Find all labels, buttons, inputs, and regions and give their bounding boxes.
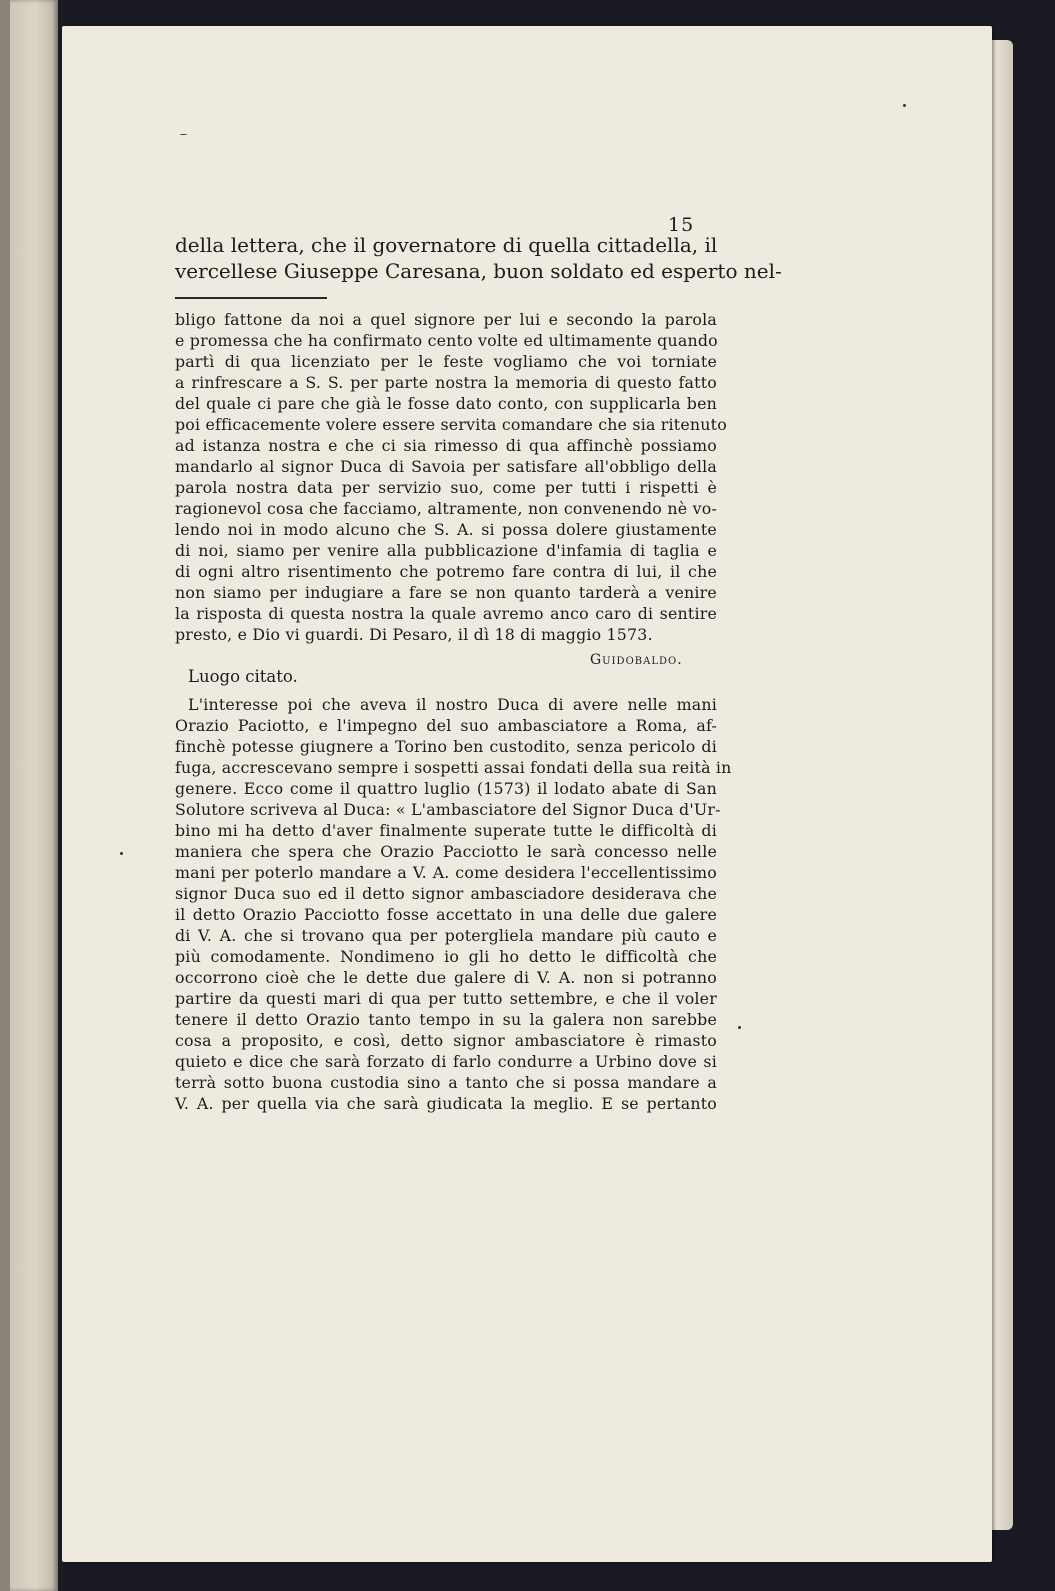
paragraph-line: bino mi ha detto d'aver finalmente superate tutte le difficoltà di [175,821,717,840]
paragraph-line: finchè potesse giugnere a Torino ben custodito, senza pericolo di [175,737,717,756]
body-line: vercellese Giuseppe Caresana, buon soldato ed esperto nel- [175,259,782,283]
paragraph-line: occorrono cioè che le dette due galere di V. A. non si potranno [175,968,717,987]
paragraph-line: terrà sotto buona custodia sino a tanto che si possa mandare a [175,1073,717,1092]
footnote-line: mandarlo al signor Duca di Savoia per satisfare all'obbligo della [175,457,717,476]
footnote-line: parola nostra data per servizio suo, come per tutti i rispetti è [175,478,717,497]
paragraph-line: mani per poterlo mandare a V. A. come desidera l'eccellentissimo [175,863,717,882]
paragraph-line: tenere il detto Orazio tanto tempo in su la galera non sarebbe [175,1010,717,1029]
footnote-line: poi efficacemente volere essere servita comandare che sia ritenuto [175,415,727,434]
signature: Guidobaldo. [590,652,683,668]
paragraph-line: signor Duca suo ed il detto signor ambasciadore desiderava che [175,884,717,903]
paper-speck [180,134,187,135]
paragraph-line: Solutore scriveva al Duca: « L'ambasciatore del Signor Duca d'Ur- [175,800,721,819]
footnote-line: del quale ci pare che già le fosse dato conto, con supplicarla ben [175,394,717,413]
footnote-line: ragionevol cosa che facciamo, altramente, non convenendo nè vo- [175,499,717,518]
page-number: 15 [668,214,695,236]
paper-speck [738,1026,741,1029]
paragraph-line: il detto Orazio Pacciotto fosse accettato in una delle due galere [175,905,717,924]
paragraph-line: più comodamente. Nondimeno io gli ho detto le difficoltà che [175,947,717,966]
footnote-separator [175,297,327,299]
paper-speck [120,852,123,855]
paragraph-line: V. A. per quella via che sarà giudicata la meglio. E se pertanto [175,1094,717,1113]
paragraph-line: fuga, accrescevano sempre i sospetti assai fondati della sua reità in [175,758,732,777]
footnote-line: a rinfrescare a S. S. per parte nostra la memoria di questo fatto [175,373,717,392]
footnote-line: non siamo per indugiare a fare se non quanto tarderà a venire [175,583,717,602]
paragraph-line: genere. Ecco come il quattro luglio (1573) il lodato abate di San [175,779,717,798]
paper-speck [903,104,906,107]
footnote-line: di noi, siamo per venire alla pubblicazione d'infamia di taglia e [175,541,717,560]
paragraph-line: partire da questi mari di qua per tutto settembre, e che il voler [175,989,717,1008]
paragraph-line: cosa a proposito, e così, detto signor ambasciatore è rimasto [175,1031,717,1050]
footnote-line: e promessa che ha confirmato cento volte ed ultimamente quando [175,331,718,350]
footnote-line: ad istanza nostra e che ci sia rimesso di qua affinchè possiamo [175,436,717,455]
footnote-line: presto, e Dio vi guardi. Di Pesaro, il dì 18 di maggio 1573. [175,625,653,644]
source-citation: Luogo citato. [188,667,298,686]
paragraph-line: di V. A. che si trovano qua per potergliela mandare più cauto e [175,926,717,945]
footnote-line: di ogni altro risentimento che potremo fare contra di lui, il che [175,562,717,581]
footnote-line: lendo noi in modo alcuno che S. A. si possa dolere giustamente [175,520,717,539]
footnote-line: la risposta di questa nostra la quale avremo anco caro di sentire [175,604,717,623]
paragraph-line: maniera che spera che Orazio Pacciotto le sarà concesso nelle [175,842,717,861]
footnote-line: partì di qua licenziato per le feste vogliamo che voi torniate [175,352,717,371]
paragraph-line: L'interesse poi che aveva il nostro Duca di avere nelle mani [188,695,717,714]
footnote-line: bligo fattone da noi a quel signore per lui e secondo la parola [175,310,717,329]
previous-page-edge [0,0,58,1591]
paragraph-line: Orazio Paciotto, e l'impegno del suo ambasciatore a Roma, af- [175,716,717,735]
book-spine [0,0,10,1591]
paragraph-line: quieto e dice che sarà forzato di farlo condurre a Urbino dove si [175,1052,717,1071]
body-line: della lettera, che il governatore di quella cittadella, il [175,233,718,257]
